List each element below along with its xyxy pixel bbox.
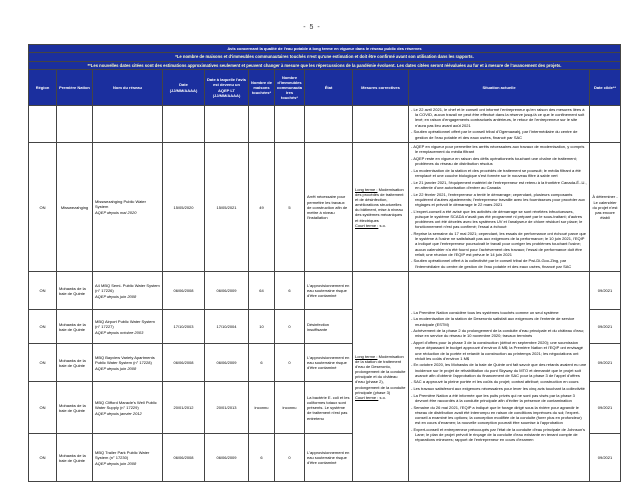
cell-target-date: À déterminer - Le calendrier du projet n'est pas encore établi: [590, 143, 621, 272]
cell-status: Arrêt nécessaire pour permettre les travaux de construction afin de mettre à niveau l'installation: [305, 143, 353, 272]
cell-first-nation: Mohawks de la baie de Quinte: [57, 344, 93, 382]
cell-target-date: 09/2021: [590, 434, 621, 482]
col-homes: Nombre de maisons touchées*: [249, 70, 275, 106]
measures-long-term-label: Long terme :: [355, 353, 378, 359]
measures-long-term-label: Long terme :: [355, 186, 378, 192]
network-advisory-note: AQEP depuis juin 2008: [95, 293, 137, 299]
col-date: Date (JJ/MM/AAAA): [163, 70, 205, 106]
cell-first-nation: Mohawks de la baie de Quinte: [57, 272, 93, 310]
cell-homes: 10: [249, 310, 275, 344]
situation-bullet: - Le 22 février 2021, l'entrepreneur a tenté le démarrage; cependant, plusieurs composants requièrent d'autres ajustements; l'entrepreneur travaille avec les fournisseurs pour procéder aux réglages et prévoit le démarrage le 22 mars 2021: [411, 192, 587, 208]
cell-target-date: 09/2021: [590, 310, 621, 344]
network-name: MBQ Bayview Variety Apartments Public Water System (n° 17228): [95, 354, 155, 365]
col-first-nation: Première Nation: [57, 70, 93, 106]
cell-buildings: 6: [275, 272, 305, 310]
measures-long-term-text: Modernisation des procédés de traitement et de désinfection, améliorations structurelles du bâtiment, mise à niveau des systèmes mécaniques et électriques: [355, 186, 404, 223]
network-name: A4 MBQ Semi- Public Water System (n° 17226): [95, 282, 160, 293]
col-network-name: Nom du réseau: [93, 70, 163, 106]
situation-bullet: - Expert-conseil et entrepreneur préoccupés par l'état de la conduite d'eau principale de Johnson's Lane; le plan de projet prévoit le rinçage de la conduite d'eau existante en tenant compte de réparations mineures; rapport de l'entrepreneur en cours d'examen: [411, 427, 587, 443]
col-target-date: Date cible**: [590, 70, 621, 106]
cell-region: ON: [29, 143, 57, 272]
network-name: MBQ Trailer Park Public Water System (n° 17230): [95, 449, 150, 460]
situation-bullet: - Le 21 janvier 2021, l'équipement matériel de l'entrepreneur est retenu à la frontière Canada-É.-U., en attente d'une autorisation d'entrer au Canada: [411, 180, 587, 190]
situation-bullet: - Les travaux satisferont aux exigences nécessaires pour lever les cinq avis touchant la collectivité: [411, 386, 587, 391]
cell-date: 20/01/2012: [163, 382, 205, 434]
banner-note-houses: *Le nombre de maisons et d'immeubles communautaires touchés n'est qu'une estimation et doit être confirmé avant son utilisation dans les rapports.: [29, 53, 621, 61]
col-status: État: [305, 70, 353, 106]
situation-bullet: - Achèvement de la phase 2 du prolongement de la conduite d'eau principale et du château d'eau; mise en service du réseau le 10 novembre 2020; travaux terminés: [411, 328, 587, 338]
network-name: Misswezahging Public Water System: [95, 199, 146, 210]
cell-first-nation: Mohawks de la baie de Quinte: [57, 310, 93, 344]
banner-note2-row: [29, 61, 621, 69]
cell-measures: [353, 143, 409, 272]
situation-bullet: - Le 22 avril 2021, le chef et le conseil ont informé l'entrepreneur qu'en raison des mesures liées à la COVID, aucun travail ne peut être effectué dans la réserve jusqu'à ce que le confinement soit levé; en raison d'engagements contractuels antérieurs, le retour de l'entrepreneur sur le site n'aura pas lieu avant août 2021: [411, 107, 587, 128]
table-row-mbq-semi-public: [29, 272, 621, 310]
cell-date: 17/10/2003: [163, 310, 205, 344]
network-advisory-note: AQEP depuis octobre 2003: [95, 329, 144, 335]
water-advisories-table: [28, 44, 621, 482]
cell-status: L'approvisionnement en eau souterraine risque d'être contaminé: [305, 434, 353, 482]
cell-date: 15/05/2020: [163, 143, 205, 272]
cell-situation: [409, 106, 590, 143]
cell-date: [163, 106, 205, 143]
col-buildings: Nombre d'immeubles communautaires touchés*: [275, 70, 305, 106]
col-situation: Situation actuelle: [409, 70, 590, 106]
banner-note1-row: [29, 53, 621, 61]
cell-buildings: 0: [275, 310, 305, 344]
cell-target-date: 09/2021: [590, 344, 621, 382]
cell-first-nation: Mohawks de la baie de Quinte: [57, 434, 93, 482]
banner-note-dates: **Les nouvelles dates citées sont des estimations approximatives seulement et peuvent changer à mesure que les répercussions de la pandémie évoluent. Les dates citées seront réévaluées au fur et à mesure de l'avancement des projets.: [29, 61, 621, 69]
cell-homes: 6: [249, 434, 275, 482]
situation-bullet: - Appel d'offres pour la phase 3 de la construction (début en septembre 2020); une soumission reçue dépassant le budget approuvé d'environ 8 M$; la Première Nation et l'EQIP ont envisagé une réduction de la portée et retardé la construction au printemps 2021; les négociations ont réduit les coûts d'environ 1 M$: [411, 340, 587, 361]
header-row: [29, 70, 621, 106]
cell-region: ON: [29, 434, 57, 482]
network-advisory-note: AQEP depuis juin 2008: [95, 460, 137, 466]
situation-bullet: - Semaine du 26 mai 2021, l'EQIP a indiqué que le forage dirigé sous la rivière pour agrandir le réseau de distribution avait été interrompu en raison de conditions imprévues du sol; l'expert-conseil a examiné les options; la conception modifiée de la conduite (forer plus en profondeur) est en cours d'examen; la nouvelle conception pourrait être soumise à l'approbation: [411, 405, 587, 426]
cell-first-nation: Mohawks de la baie de Quinte: [57, 382, 93, 434]
cell-first-nation: Misswezahging: [57, 143, 93, 272]
cell-target-date: [590, 106, 621, 143]
col-measures: Mesures correctives: [353, 70, 409, 106]
situation-bullet: - Reprise la semaine du 17 mai 2021; cependant, les essais de performance ont échoué parce que le système à l'usine ne satisfaisait pas aux exigences de la performance; le 10 juin 2021, l'EQIP a indiqué que l'entrepreneur poursuivait le travail pour corriger les problèmes touchant l'usine; aucun calendrier n'a été fourni pour l'achèvement des travaux; l'essai de performance doit être refait; une réunion de l'EQIP est prévue le 14 juin 2021: [411, 231, 587, 257]
banner-title: Avis concernant la qualité de l'eau potable à long terme en vigueur dans le réseau public des réserves: [29, 45, 621, 53]
situation-bullet: - La modernisation de la station et des procédés de traitement se poursuit; le média filtrant a été remplacé et une couche biologique s'est formée sur le nouveau filtre à sable vert: [411, 168, 587, 178]
situation-bullet: - Soutien opérationnel offert par le conseil tribal d'Ogemawahj, par l'intermédiaire du centre de gestion de l'eau potable et des eaux usées, financé par SAC: [411, 129, 587, 139]
network-advisory-note: AQEP depuis janvier 2012: [95, 410, 142, 416]
cell-homes: [249, 106, 275, 143]
table-row-continuation: [29, 106, 621, 143]
page-number: - 5 -: [303, 24, 321, 31]
cell-network: [93, 310, 163, 344]
situation-bullet: - SAC a approuvé la pleine portée et les coûts du projet; contrat attribué; construction en cours: [411, 379, 587, 384]
measures-short-term-label: Court terme :: [355, 222, 379, 228]
measures-short-term-label: Court terme :: [355, 395, 379, 400]
cell-network: [93, 434, 163, 482]
cell-region: ON: [29, 344, 57, 382]
situation-bullet: - L'expert-conseil a été avisé que les activités de démarrage se sont révélées infructueuses, puisque le système SCADA n'avait pas été programmé ni préparé par le sous-traitant; d'autres problèmes ont été décelés avec les systèmes UV et l'analyseur de chlore résiduel sur place; le fonctionnement n'est pas confirmé; l'essai a échoué: [411, 209, 587, 230]
cell-region: ON: [29, 272, 57, 310]
cell-target-date: 09/2021: [590, 382, 621, 434]
cell-homes: 6: [249, 344, 275, 382]
cell-network: [93, 344, 163, 382]
cell-buildings: 5: [275, 143, 305, 272]
cell-region: ON: [29, 382, 57, 434]
measures-long-term-text: Modernisation de la station de traitement d'eau de Deseronto, prolongement de la conduite principale et du château d'eau (phase 2), prolongement de la conduite principale (phase 3): [355, 353, 406, 395]
situation-bullet: - Soutien opérationnel offert à la collectivité par le conseil tribal de Pwi-Di-Goo-Zing, par l'intermédiaire du centre de gestion de l'eau potable et des eaux usées, financé par SAC: [411, 258, 587, 268]
cell-situation: [409, 143, 590, 272]
network-name: MBQ Airport Public Water System (n° 17227): [95, 318, 155, 329]
situation-bullet: - En octobre 2020, les Mohawks de la baie de Quinte ont fait savoir que des retards avaient eu une incidence sur le projet de réhabilitation du pont Skyway du MTO et demandé que le projet soit avancé afin d'obtenir l'approbation du financement de SAC pour la phase 3 de l'appel d'offres: [411, 362, 587, 378]
cell-target-date: 09/2021: [590, 272, 621, 310]
cell-homes: inconnu: [249, 382, 275, 434]
cell-network: [93, 272, 163, 310]
cell-buildings: inconnu: [275, 382, 305, 434]
situation-bullet: - AQEP en vigueur pour permettre les arrêts nécessaires aux travaux de modernisation, y compris le remplacement du média filtrant: [411, 144, 587, 154]
banner-title-row: [29, 45, 621, 53]
network-advisory-note: AQEP depuis juin 2008: [95, 365, 137, 371]
cell-date-lt: [205, 106, 249, 143]
cell-network: [93, 143, 163, 272]
situation-bullet: - La Première Nation a été informée que les puits privés qui ne sont pas visés par la phase 3 devront être raccordés à la conduite principale afin d'éviter la présence de contamination: [411, 393, 587, 403]
col-region: Région: [29, 70, 57, 106]
cell-status: L'approvisionnement en eau souterraine risque d'être contaminé: [305, 272, 353, 310]
cell-status: Désinfection insuffisante: [305, 310, 353, 344]
cell-buildings: 0: [275, 344, 305, 382]
cell-status: La bactérie E. coli et les coliformes totaux sont présents. Le système de traitement n'est pas entretenu: [305, 382, 353, 434]
cell-status: [305, 106, 353, 143]
cell-measures: [353, 106, 409, 143]
cell-date-lt: 06/06/2009: [205, 434, 249, 482]
network-advisory-note: AQEP depuis mai 2020: [95, 210, 137, 216]
measures-short-term-text: s.o.: [379, 395, 386, 400]
cell-date-lt: 17/10/2004: [205, 310, 249, 344]
situation-bullet: - AQEP reste en vigueur en raison des défis opérationnels touchant une chaîne de traitement; problèmes du réseau de distribution résolus: [411, 156, 587, 166]
cell-date-lt: 15/05/2021: [205, 143, 249, 272]
cell-network: [93, 382, 163, 434]
col-date-lt: Date à laquelle l'avis est devenu un AQEP LT (JJ/MM/AAAA): [205, 70, 249, 106]
table-row-misswezahging: [29, 143, 621, 272]
network-name: MBQ Clifford Maracle's Well Public Water Supply (n° 17229): [95, 399, 157, 410]
measures-short-term-text: s.o.: [379, 222, 386, 228]
cell-date-lt: 06/06/2009: [205, 344, 249, 382]
cell-homes: 49: [249, 143, 275, 272]
cell-status: L'approvisionnement en eau souterraine risque d'être contaminé: [305, 344, 353, 382]
situation-bullet: - La Première Nation considère tous les systèmes touchés comme un seul système: [411, 310, 587, 315]
cell-date: 06/06/2008: [163, 344, 205, 382]
cell-date-lt: 20/01/2013: [205, 382, 249, 434]
cell-buildings: [275, 106, 305, 143]
cell-buildings: 0: [275, 434, 305, 482]
cell-region: ON: [29, 310, 57, 344]
cell-first-nation: [57, 106, 93, 143]
cell-date-lt: 06/06/2009: [205, 272, 249, 310]
cell-homes: 64: [249, 272, 275, 310]
cell-measures-merged: [353, 272, 409, 482]
cell-date: 06/06/2008: [163, 434, 205, 482]
cell-network: [93, 106, 163, 143]
situation-bullet: - La modernisation de la station de Deseronto satisfait aux exigences de l'entente de service municipale (ESTM): [411, 316, 587, 326]
cell-region: [29, 106, 57, 143]
cell-date: 06/06/2008: [163, 272, 205, 310]
cell-situation-merged: [409, 272, 590, 482]
